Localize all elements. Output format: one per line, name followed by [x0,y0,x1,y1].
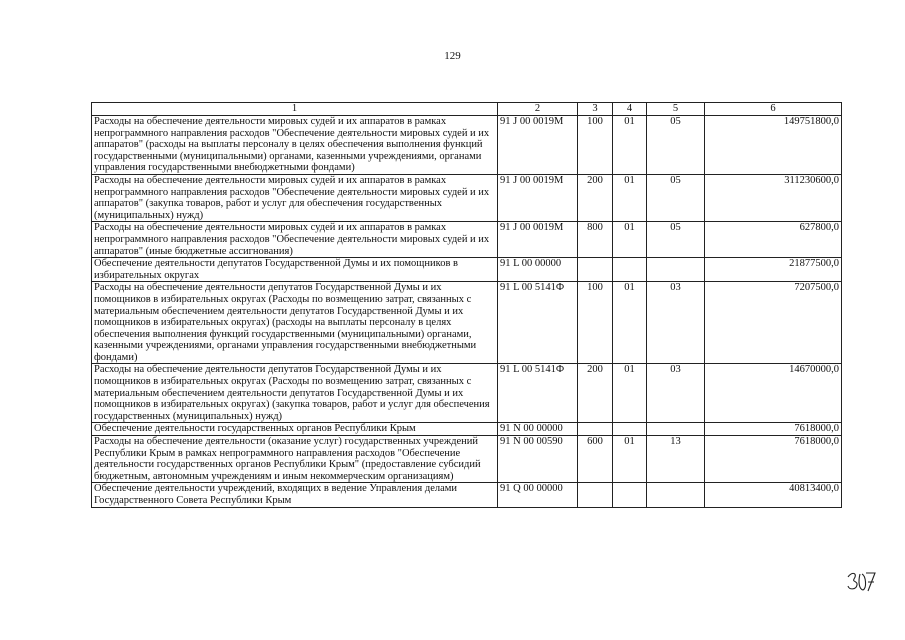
row-amount: 21877500,0 [705,258,842,282]
row-pr [647,258,705,282]
row-amount: 149751800,0 [705,116,842,175]
header-col-5: 5 [647,103,705,116]
header-col-2: 2 [498,103,578,116]
row-vr: 600 [578,436,613,483]
table-row [92,423,842,436]
row-code: 91 N 00 00000 [498,423,578,436]
row-pr: 03 [647,364,705,423]
row-vr [578,483,613,507]
table-row [92,364,842,423]
row-amount: 7618000,0 [705,423,842,436]
row-code: 91 L 00 00000 [498,258,578,282]
row-rz: 01 [613,116,647,175]
row-amount: 311230600,0 [705,174,842,221]
row-name: Расходы на обеспечение деятельности депутатов Государственной Думы и их помощников в избирательных округах (Расходы по возмещению затрат, связанных с материальным обеспечением деятельности депутатов Государственной Думы и их помощников в избирательных округах) (закупка товаров, работ и услуг для обеспечения государственных (муниципальных) нужд) [92,364,498,423]
row-vr: 200 [578,174,613,221]
row-code: 91 L 00 5141Ф [498,364,578,423]
header-col-6: 6 [705,103,842,116]
row-code: 91 J 00 0019M [498,222,578,258]
row-name: Расходы на обеспечение деятельности мировых судей и их аппаратов в рамках непрограммного направления расходов "Обеспечение деятельности мировых судей и их аппаратов" (закупка товаров, работ и услуг для обеспечения государственных (муниципальных) нужд) [92,174,498,221]
row-pr: 05 [647,116,705,175]
row-rz: 01 [613,174,647,221]
row-pr: 13 [647,436,705,483]
row-amount: 627800,0 [705,222,842,258]
row-rz [613,483,647,507]
row-pr: 05 [647,174,705,221]
row-code: 91 Q 00 00000 [498,483,578,507]
row-rz: 01 [613,222,647,258]
row-amount: 7207500,0 [705,282,842,364]
header-row [92,103,842,116]
row-code: 91 J 00 0019M [498,116,578,175]
row-name: Обеспечение деятельности депутатов Государственной Думы и их помощников в избирательных округах [92,258,498,282]
table-row [92,282,842,364]
row-name: Обеспечение деятельности государственных органов Республики Крым [92,423,498,436]
row-code: 91 J 00 0019M [498,174,578,221]
row-pr: 03 [647,282,705,364]
table-row [92,222,842,258]
budget-table [91,102,842,508]
header-col-1: 1 [92,103,498,116]
row-pr: 05 [647,222,705,258]
row-vr: 100 [578,282,613,364]
row-amount: 7618000,0 [705,436,842,483]
row-code: 91 N 00 00590 [498,436,578,483]
header-col-3: 3 [578,103,613,116]
row-vr [578,258,613,282]
row-name: Расходы на обеспечение деятельности мировых судей и их аппаратов в рамках непрограммного направления расходов "Обеспечение деятельности мировых судей и их аппаратов" (расходы на выплаты персоналу в целях обеспечения выполнения функций государственными (муниципальными) органами, казенными учреждениями, органами управления государственными внебюджетными фондами) [92,116,498,175]
table-row [92,258,842,282]
row-vr: 100 [578,116,613,175]
row-name: Обеспечение деятельности учреждений, входящих в ведение Управления делами Государственного Совета Республики Крым [92,483,498,507]
table-row [92,436,842,483]
row-vr: 200 [578,364,613,423]
page-number: 129 [444,50,461,62]
table-row [92,116,842,175]
row-pr [647,483,705,507]
row-rz: 01 [613,436,647,483]
row-amount: 40813400,0 [705,483,842,507]
row-vr [578,423,613,436]
row-name: Расходы на обеспечение деятельности мировых судей и их аппаратов в рамках непрограммного направления расходов "Обеспечение деятельности мировых судей и их аппаратов" (иные бюджетные ассигнования) [92,222,498,258]
row-rz [613,423,647,436]
row-pr [647,423,705,436]
row-rz: 01 [613,364,647,423]
row-name: Расходы на обеспечение деятельности депутатов Государственной Думы и их помощников в избирательных округах (Расходы по возмещению затрат, связанных с материальным обеспечением деятельности депутатов Государственной Думы и их помощников в избирательных округах) (расходы на выплаты персоналу в целях обеспечения выполнения функций государственными (муниципальными) органами, казенными учреждениями, органами управления государственными внебюджетными фондами) [92,282,498,364]
table-row [92,174,842,221]
row-rz [613,258,647,282]
row-vr: 800 [578,222,613,258]
row-rz: 01 [613,282,647,364]
header-col-4: 4 [613,103,647,116]
table-row [92,483,842,507]
handwritten-signature [846,568,876,594]
row-code: 91 L 00 5141Ф [498,282,578,364]
row-name: Расходы на обеспечение деятельности (оказание услуг) государственных учреждений Республики Крым в рамках непрограммного направления расходов "Обеспечение деятельности государственных органов Республики Крым" (предоставление субсидий бюджетным, автономным учреждениям и иным некоммерческим организациям) [92,436,498,483]
row-amount: 14670000,0 [705,364,842,423]
